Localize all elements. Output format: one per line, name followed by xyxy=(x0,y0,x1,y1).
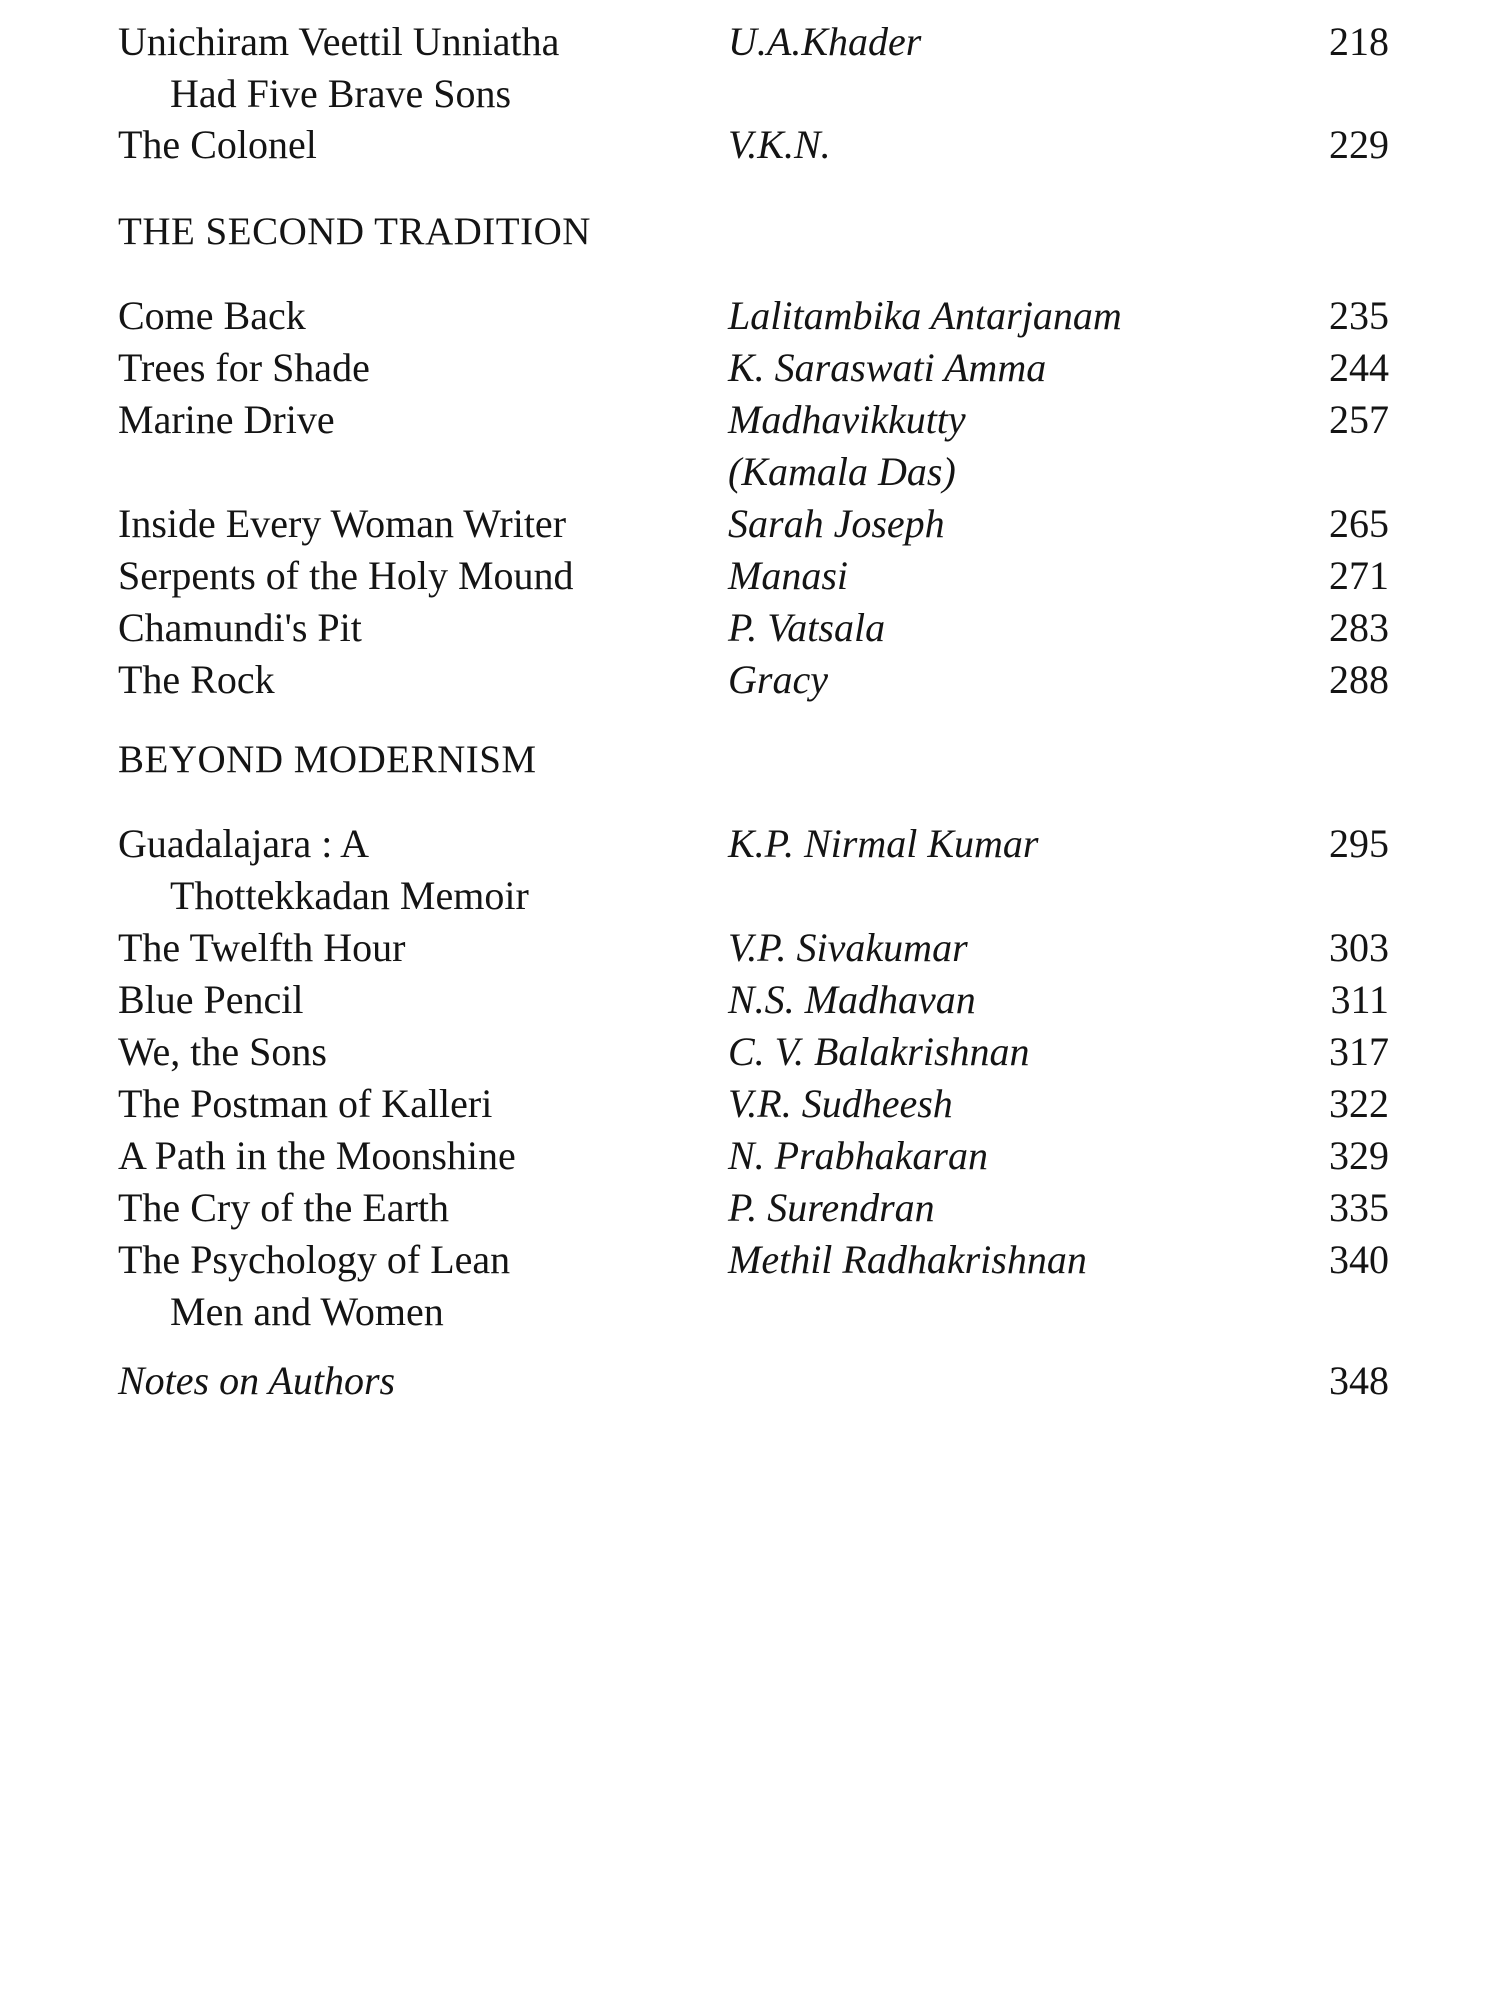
toc-entry xyxy=(0,119,1500,171)
author-name: Sarah Joseph xyxy=(728,501,945,546)
author-name: K. Saraswati Amma xyxy=(728,345,1047,390)
page-number: 329 xyxy=(1329,1133,1389,1178)
page-number: 218 xyxy=(1329,19,1389,64)
page-number: 283 xyxy=(1329,605,1389,650)
page-number: 317 xyxy=(1329,1029,1389,1074)
story-title: Chamundi's Pit xyxy=(118,605,362,650)
section-heading xyxy=(0,206,1500,258)
author-name: Madhavikkutty xyxy=(728,397,966,442)
author-name: P. Vatsala xyxy=(728,605,886,650)
page-number: 244 xyxy=(1329,345,1389,390)
story-title: The Twelfth Hour xyxy=(118,925,406,970)
story-title: Inside Every Woman Writer xyxy=(118,501,567,546)
toc-entry xyxy=(0,1182,1500,1234)
page-number: 348 xyxy=(1329,1358,1389,1403)
author-name: P. Surendran xyxy=(728,1185,935,1230)
story-title: The Rock xyxy=(118,657,275,702)
page-number: 229 xyxy=(1329,122,1389,167)
story-title: The Psychology of Lean xyxy=(118,1237,511,1282)
author-name: N.S. Madhavan xyxy=(728,977,976,1022)
toc-entry xyxy=(0,818,1500,922)
toc-entry xyxy=(0,342,1500,394)
story-title: Blue Pencil xyxy=(118,977,304,1022)
toc-entry xyxy=(0,1130,1500,1182)
story-title: Guadalajara : A xyxy=(118,821,369,866)
author-name: V.P. Sivakumar xyxy=(728,925,968,970)
toc-entry xyxy=(0,1078,1500,1130)
author-name: N. Prabhakaran xyxy=(728,1133,988,1178)
story-title: Trees for Shade xyxy=(118,345,370,390)
page-number: 288 xyxy=(1329,657,1389,702)
story-title: We, the Sons xyxy=(118,1029,327,1074)
story-title: Come Back xyxy=(118,293,306,338)
section-title: BEYOND MODERNISM xyxy=(118,738,537,781)
author-name: Lalitambika Antarjanam xyxy=(728,293,1122,338)
toc-entry xyxy=(0,974,1500,1026)
author-name: Gracy xyxy=(728,657,828,702)
toc-entry xyxy=(0,550,1500,602)
author-name: Methil Radhakrishnan xyxy=(728,1237,1087,1282)
author-name: C. V. Balakrishnan xyxy=(728,1029,1030,1074)
story-title: The Cry of the Earth xyxy=(118,1185,449,1230)
toc-entry xyxy=(0,1234,1500,1338)
section-heading xyxy=(0,734,1500,786)
page-number: 265 xyxy=(1329,501,1389,546)
toc-entry xyxy=(0,394,1500,498)
author-name: K.P. Nirmal Kumar xyxy=(728,821,1039,866)
author-name: V.R. Sudheesh xyxy=(728,1081,953,1126)
toc-entry xyxy=(0,654,1500,706)
section-title: THE SECOND TRADITION xyxy=(118,210,591,253)
toc-entry xyxy=(0,602,1500,654)
author-name: (Kamala Das) xyxy=(728,449,956,494)
page-number: 257 xyxy=(1329,397,1389,442)
author-name: U.A.Khader xyxy=(728,19,922,64)
story-title: Notes on Authors xyxy=(118,1358,396,1403)
story-title: Serpents of the Holy Mound xyxy=(118,553,574,598)
story-title: Men and Women xyxy=(170,1289,444,1334)
toc-entry xyxy=(0,922,1500,974)
page-number: 311 xyxy=(1330,977,1389,1022)
toc-entry xyxy=(0,498,1500,550)
story-title: Had Five Brave Sons xyxy=(170,71,512,116)
story-title: The Colonel xyxy=(118,122,317,167)
toc-entry xyxy=(0,16,1500,120)
story-title: Marine Drive xyxy=(118,397,335,442)
author-name: Manasi xyxy=(728,553,848,598)
page-number: 295 xyxy=(1329,821,1389,866)
page-number: 335 xyxy=(1329,1185,1389,1230)
page-number: 271 xyxy=(1329,553,1389,598)
notes-entry xyxy=(0,1355,1500,1407)
page-number: 340 xyxy=(1329,1237,1389,1282)
story-title: A Path in the Moonshine xyxy=(118,1133,516,1178)
author-name: V.K.N. xyxy=(728,122,831,167)
page-number: 303 xyxy=(1329,925,1389,970)
story-title: The Postman of Kalleri xyxy=(118,1081,493,1126)
page-number: 322 xyxy=(1329,1081,1389,1126)
page-number: 235 xyxy=(1329,293,1389,338)
toc-entry xyxy=(0,290,1500,342)
story-title: Unichiram Veettil Unniatha xyxy=(118,19,560,64)
story-title: Thottekkadan Memoir xyxy=(170,873,529,918)
toc-entry xyxy=(0,1026,1500,1078)
